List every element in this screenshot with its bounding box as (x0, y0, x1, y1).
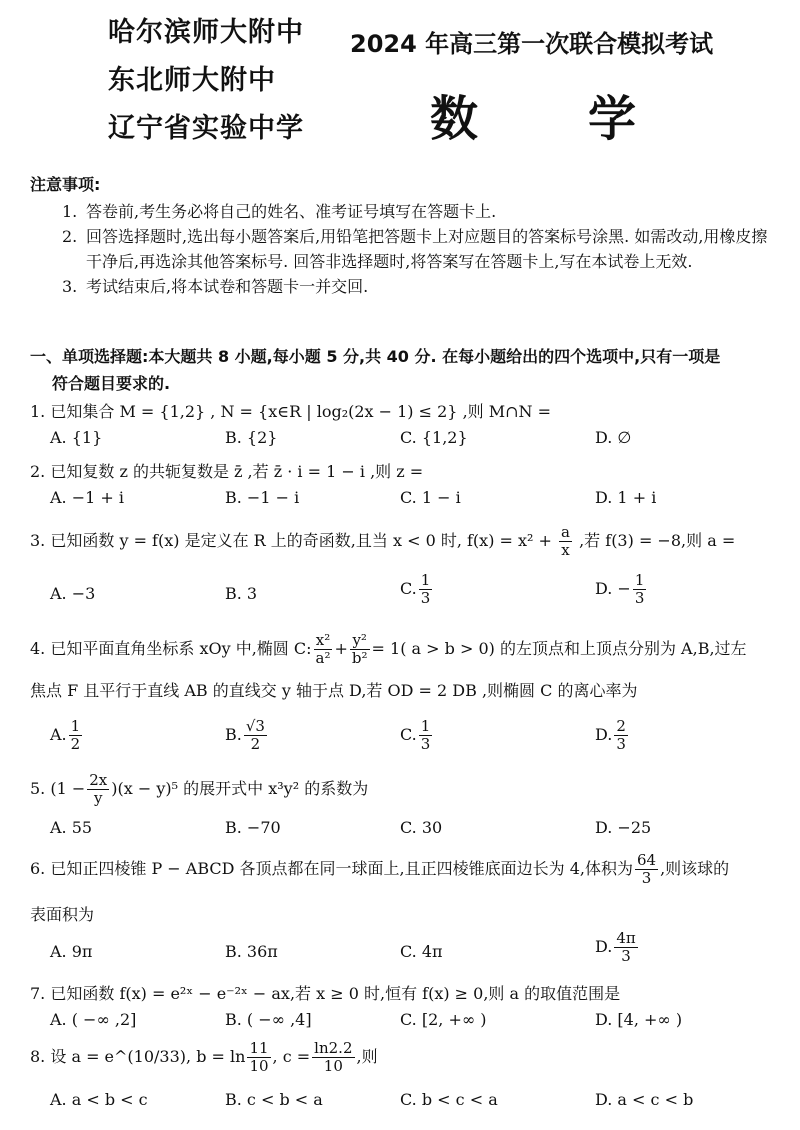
option-d: D. a < c < b (595, 1090, 694, 1109)
frac-num: 11 (249, 1039, 269, 1057)
fraction (312, 1040, 354, 1075)
note-item (30, 274, 780, 299)
note-number: 2. (62, 227, 78, 246)
note-item (30, 224, 780, 274)
option-d (595, 718, 630, 753)
stem-part: )(x − y)⁵ 的展开式中 x³y² 的系数为 (111, 779, 369, 798)
option-a: A. 9π (50, 942, 93, 961)
question-stem (30, 632, 780, 667)
fraction (247, 1040, 270, 1075)
frac-num: 2x (89, 771, 108, 789)
option-b: B. 3 (225, 584, 258, 603)
fraction (633, 572, 647, 607)
option-prefix: A. (50, 725, 67, 744)
question-stem (30, 772, 780, 807)
option-d (595, 572, 648, 607)
stem-part: 6. 已知正四棱锥 P − ABCD 各顶点都在同一球面上,且正四棱锥底面边长为 4,体积为 (30, 859, 633, 878)
option-a: A. −1 + i (50, 488, 125, 507)
option-c: C. [2, +∞ ) (400, 1010, 487, 1029)
frac-num: 64 (637, 851, 657, 869)
section-heading-line2: 符合题目要求的. (52, 374, 171, 393)
question-7 (30, 982, 780, 1006)
option-c (400, 718, 434, 753)
fraction (559, 524, 572, 559)
frac-den: 3 (420, 735, 431, 753)
option-c: C. 1 − i (400, 488, 461, 507)
subject-title: 数学 (430, 91, 747, 147)
question-stem (30, 852, 780, 887)
exam-title: 2024 年高三第一次联合模拟考试 (350, 30, 714, 58)
frac-den: 3 (641, 869, 652, 887)
note-text: 回答选择题时,选出每小题答案后,用铅笔把答题卡上对应题目的答案标号涂黑. 如需改动,用橡皮擦干净后,再选涂其他答案标号. 回答非选择题时,将答案写在答题卡上,写在本试卷上无效. (86, 227, 768, 271)
fraction (314, 632, 333, 667)
fraction (614, 718, 628, 753)
frac-num: ln2.2 (314, 1039, 353, 1057)
fraction (244, 718, 267, 753)
stem-part: = 1( a > b > 0) 的左顶点和上顶点分别为 A,B,过左 (371, 639, 747, 658)
plus-sign: + (334, 639, 348, 658)
option-d: D. [4, +∞ ) (595, 1010, 683, 1029)
question-4 (30, 632, 780, 703)
frac-num: 1 (420, 717, 431, 735)
note-number: 1. (62, 202, 78, 221)
stem-part: 8. 设 a = e^(10/33), b = ln (30, 1047, 246, 1066)
question-1 (30, 400, 780, 424)
frac-den: y (94, 789, 103, 807)
stem-part: ,若 f(3) = −8,则 a = (579, 531, 736, 550)
question-5 (30, 772, 780, 807)
option-a: A. ( −∞ ,2] (50, 1010, 137, 1029)
frac-den: 2 (70, 735, 81, 753)
section-heading-line1: 一、单项选择题:本大题共 8 小题,每小题 5 分,共 40 分. 在每小题给出的四个选项中,只有一项是 (30, 347, 721, 366)
stem-part: ,则 (356, 1047, 378, 1066)
frac-num: 1 (70, 717, 81, 735)
frac-den: 10 (249, 1057, 269, 1075)
option-c: C. 4π (400, 942, 443, 961)
frac-den: 3 (621, 947, 631, 965)
notes-title: 注意事项: (30, 175, 101, 194)
question-stem-line2: 焦点 F 且平行于直线 AB 的直线交 y 轴于点 D,若 OD = 2 DB ,则椭圆 C 的离心率为 (30, 681, 638, 700)
question-stem (30, 524, 780, 559)
frac-den: b² (351, 649, 368, 667)
fraction (419, 718, 433, 753)
question-stem-line2: 表面积为 (30, 905, 95, 924)
option-b (225, 718, 269, 753)
frac-den: 3 (634, 589, 645, 607)
note-text: 考试结束后,将本试卷和答题卡一并交回. (86, 277, 369, 296)
frac-den: a² (315, 649, 331, 667)
frac-num: 1 (634, 571, 645, 589)
option-b: B. −1 − i (225, 488, 300, 507)
exam-header (0, 0, 800, 160)
fraction (350, 632, 370, 667)
stem-part: , c = (272, 1047, 311, 1066)
fraction (69, 718, 83, 753)
fraction (419, 572, 433, 607)
frac-num: 2 (616, 717, 626, 735)
school-name-3: 辽宁省实验中学 (108, 113, 304, 144)
frac-num: y² (350, 632, 370, 650)
option-a: A. {1} (50, 428, 103, 447)
stem-part: 3. 已知函数 y = f(x) 是定义在 R 上的奇函数,且当 x < 0 时, f(x) = x² + (30, 531, 552, 550)
frac-num: √3 (245, 717, 265, 735)
frac-den: 10 (323, 1057, 343, 1075)
option-prefix: C. (400, 579, 417, 598)
option-c: C. b < c < a (400, 1090, 498, 1109)
frac-den: 3 (420, 589, 431, 607)
fraction (87, 772, 109, 807)
option-prefix: C. (400, 725, 417, 744)
stem-part: 4. 已知平面直角坐标系 xOy 中,椭圆 C: (30, 639, 312, 658)
option-b: B. c < b < a (225, 1090, 323, 1109)
option-b: B. {2} (225, 428, 278, 447)
option-prefix: D. (595, 937, 613, 956)
option-c: C. 30 (400, 818, 443, 837)
frac-den: x (561, 541, 570, 559)
option-d: D. 1 + i (595, 488, 657, 507)
option-b: B. 36π (225, 942, 278, 961)
option-a (50, 718, 84, 753)
question-3 (30, 524, 780, 559)
option-prefix: D. − (595, 579, 631, 598)
question-8 (30, 1040, 780, 1075)
question-stem: 1. 已知集合 M = {1,2} , N = {x∈R | log₂(2x − 1) ≤ 2} ,则 M∩N = (30, 402, 552, 421)
fraction (614, 930, 637, 965)
question-6 (30, 852, 780, 927)
question-stem: 2. 已知复数 z 的共轭复数是 z̄ ,若 z̄ · i = 1 − i ,则 z = (30, 462, 424, 481)
option-a: A. 55 (50, 818, 93, 837)
stem-part: 5. (1 − (30, 779, 86, 798)
option-c (400, 572, 434, 607)
frac-den: 3 (616, 735, 626, 753)
option-a: A. a < b < c (50, 1090, 148, 1109)
notes-block (30, 172, 780, 299)
option-d (595, 930, 640, 965)
stem-part: ,则该球的 (660, 859, 730, 878)
question-2 (30, 460, 780, 484)
school-name-1: 哈尔滨师大附中 (108, 17, 304, 48)
option-d: D. −25 (595, 818, 652, 837)
fraction (635, 852, 658, 887)
option-prefix: B. (225, 725, 242, 744)
option-a: A. −3 (50, 584, 96, 603)
option-b: B. −70 (225, 818, 281, 837)
frac-num: x² (314, 632, 333, 650)
frac-num: 4π (616, 929, 636, 947)
school-name-2: 东北师大附中 (108, 65, 276, 96)
section-heading (30, 343, 775, 397)
option-b: B. ( −∞ ,4] (225, 1010, 312, 1029)
note-text: 答卷前,考生务必将自己的姓名、准考证号填写在答题卡上. (86, 202, 497, 221)
note-item (30, 199, 780, 224)
option-c: C. {1,2} (400, 428, 468, 447)
frac-den: 2 (250, 735, 261, 753)
note-number: 3. (62, 277, 78, 296)
option-d: D. ∅ (595, 428, 632, 447)
question-stem (30, 1040, 780, 1075)
question-stem: 7. 已知函数 f(x) = e²ˣ − e⁻²ˣ − ax,若 x ≥ 0 时,恒有 f(x) ≥ 0,则 a 的取值范围是 (30, 984, 621, 1003)
frac-num: a (561, 523, 570, 541)
frac-num: 1 (420, 571, 431, 589)
option-prefix: D. (595, 725, 613, 744)
